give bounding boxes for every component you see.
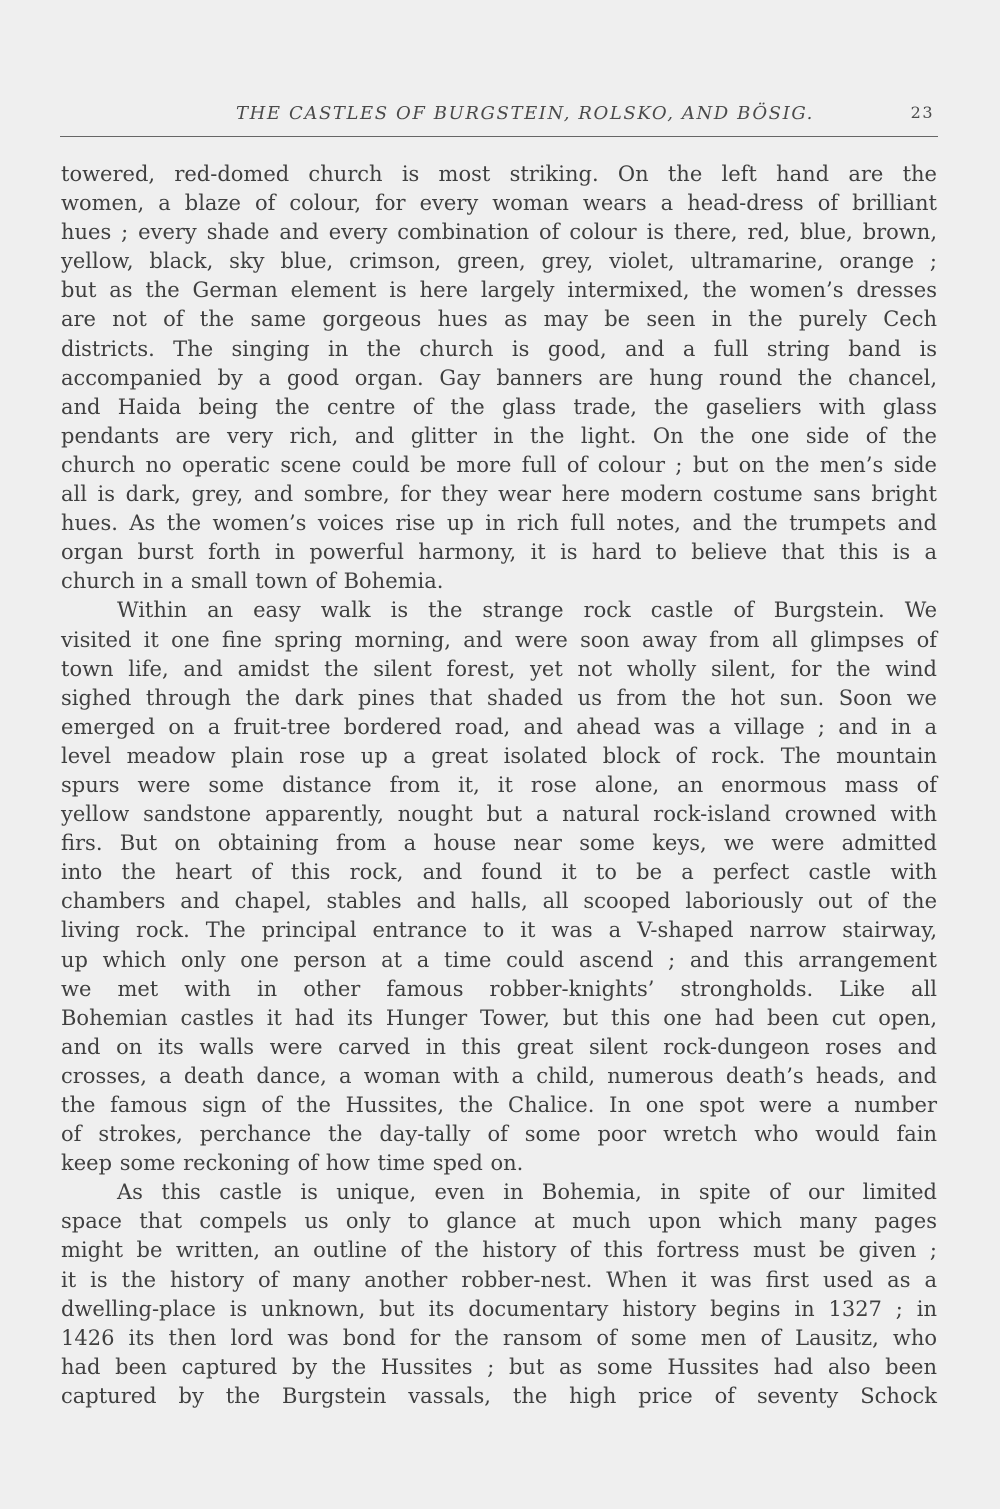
- text-line: chambers and chapel, stables and halls, all scooped laboriously out of the: [61, 889, 937, 914]
- text-line: space that compels us only to glance at much upon which many pages: [61, 1209, 937, 1234]
- paragraph-first-line: Within an easy walk is the strange rock castle of Burgstein. We: [117, 598, 937, 623]
- text-line: organ burst forth in powerful harmony, it is hard to believe that this is a: [61, 540, 937, 565]
- text-line: and on its walls were carved in this great silent rock-dungeon roses and: [61, 1034, 937, 1059]
- text-line: spurs were some distance from it, it rose alone, an enormous mass of: [61, 772, 937, 797]
- page-number: 23: [910, 103, 934, 122]
- text-line: hues. As the women’s voices rise up in rich full notes, and the trumpets and: [61, 511, 937, 536]
- text-line: hues ; every shade and every combination of colour is there, red, blue, brown,: [61, 220, 937, 245]
- text-line: captured by the Burgstein vassals, the high price of seventy Schock: [61, 1383, 937, 1408]
- paragraph-first-line: As this castle is unique, even in Bohemia, in spite of our limited: [117, 1180, 937, 1205]
- text-line: up which only one person at a time could ascend ; and this arrangement: [61, 947, 937, 972]
- text-line: into the heart of this rock, and found it to be a perfect castle with: [61, 860, 937, 885]
- text-line: pendants are very rich, and glitter in the light. On the one side of the: [61, 423, 937, 448]
- text-line: emerged on a fruit-tree bordered road, and ahead was a village ; and in a: [61, 714, 937, 739]
- text-line: dwelling-place is unknown, but its documentary history begins in 1327 ; in: [61, 1296, 937, 1321]
- text-line: firs. But on obtaining from a house near some keys, we were admitted: [61, 831, 937, 856]
- running-title: THE CASTLES OF BURGSTEIN, ROLSKO, AND BÖSIG.: [236, 103, 814, 124]
- paragraph-end-line: keep some reckoning of how time sped on.: [61, 1151, 524, 1176]
- text-line: might be written, an outline of the history of this fortress must be given ;: [61, 1238, 937, 1263]
- text-line: church no operatic scene could be more full of colour ; but on the men’s side: [61, 452, 937, 477]
- text-line: the famous sign of the Hussites, the Chalice. In one spot were a number: [61, 1093, 937, 1117]
- text-line: had been captured by the Hussites ; but as some Hussites had also been: [61, 1354, 937, 1379]
- text-line: it is the history of many another robber-nest. When it was first used as a: [61, 1267, 937, 1292]
- header-rule: [60, 136, 938, 137]
- text-line: but as the German element is here largely intermixed, the women’s dresses: [61, 278, 937, 303]
- text-line: crosses, a death dance, a woman with a child, numerous death’s heads, and: [61, 1063, 937, 1088]
- text-line: all is dark, grey, and sombre, for they wear here modern costume sans bright: [61, 482, 937, 507]
- text-line: yellow, black, sky blue, crimson, green, grey, violet, ultramarine, orange ;: [61, 249, 937, 274]
- text-line: sighed through the dark pines that shaded us from the hot sun. Soon we: [61, 685, 937, 710]
- text-line: level meadow plain rose up a great isolated block of rock. The mountain: [61, 743, 937, 768]
- text-line: and Haida being the centre of the glass trade, the gaseliers with glass: [61, 394, 937, 419]
- text-line: accompanied by a good organ. Gay banners are hung round the chancel,: [61, 365, 937, 390]
- text-line: districts. The singing in the church is good, and a full string band is: [61, 336, 937, 361]
- text-line: are not of the same gorgeous hues as may be seen in the purely Cech: [61, 307, 937, 332]
- text-line: towered, red-domed church is most striking. On the left hand are the: [61, 162, 937, 186]
- text-line: 1426 its then lord was bond for the ransom of some men of Lausitz, who: [61, 1325, 937, 1350]
- text-line: we met with in other famous robber-knights’ strongholds. Like all: [61, 976, 937, 1001]
- text-line: yellow sandstone apparently, nought but a natural rock-island crowned with: [61, 802, 937, 827]
- text-line: of strokes, perchance the day-tally of some poor wretch who would fain: [61, 1122, 937, 1147]
- paragraph-end-line: church in a small town of Bohemia.: [61, 569, 444, 594]
- text-line: Bohemian castles it had its Hunger Tower, but this one had been cut open,: [61, 1005, 937, 1030]
- running-head: [60, 99, 940, 129]
- body-text: [61, 160, 937, 1411]
- text-line: women, a blaze of colour, for every woman wears a head-dress of brilliant: [61, 191, 937, 216]
- text-line: living rock. The principal entrance to it was a V-shaped narrow stairway,: [61, 918, 937, 943]
- text-line: town life, and amidst the silent forest, yet not wholly silent, for the wind: [61, 656, 937, 681]
- text-line: visited it one fine spring morning, and were soon away from all glimpses of: [61, 627, 937, 652]
